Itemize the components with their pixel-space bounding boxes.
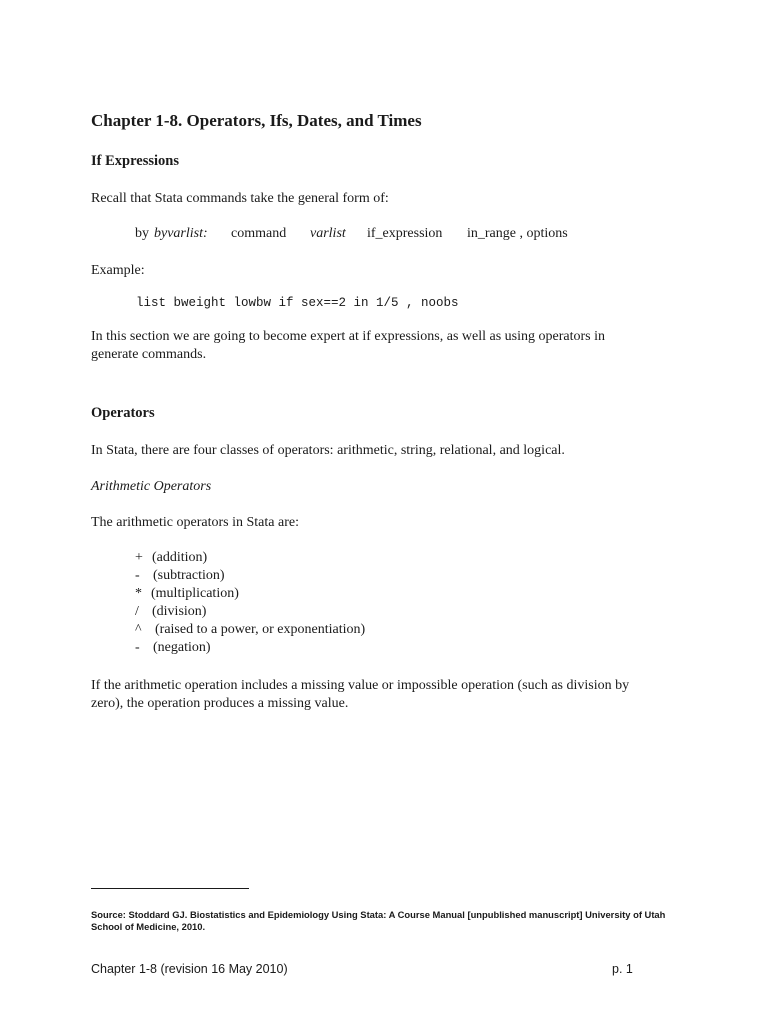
source-footnote-line-2: School of Medicine, 2010.	[91, 921, 206, 932]
list-item	[135, 639, 535, 657]
chapter-title: Chapter 1-8. Operators, Ifs, Dates, and Times	[91, 111, 422, 130]
syntax-byvarlist: byvarlist:	[154, 226, 208, 241]
list-item	[135, 585, 535, 603]
list-item	[135, 549, 535, 567]
operator-symbol: ^	[135, 622, 142, 637]
operator-symbol: /	[135, 604, 139, 619]
syntax-command: command	[231, 226, 287, 241]
arithmetic-operators-subheading: Arithmetic Operators	[91, 479, 212, 494]
footer-chapter-revision: Chapter 1-8 (revision 16 May 2010)	[91, 962, 288, 976]
operator-classes-text: In Stata, there are four classes of operators: arithmetic, string, relational, and logical.	[91, 443, 565, 458]
operator-description: (division)	[152, 604, 207, 619]
list-item	[135, 621, 535, 639]
missing-value-line-1: If the arithmetic operation includes a missing value or impossible operation (such as division by	[91, 678, 630, 693]
footer-page-number: p. 1	[612, 962, 633, 976]
operator-symbol: -	[135, 568, 140, 583]
syntax-varlist: varlist	[310, 226, 346, 241]
operators-heading: Operators	[91, 405, 155, 421]
operator-description: (negation)	[153, 640, 211, 655]
operator-symbol: *	[135, 586, 142, 601]
operator-symbol: -	[135, 640, 140, 655]
operator-description: (raised to a power, or exponentiation)	[155, 622, 366, 637]
list-item	[135, 603, 535, 621]
source-footnote-line-1: Source: Stoddard GJ. Biostatistics and Epidemiology Using Stata: A Course Manual [unpublished manuscript] University of Utah	[91, 909, 666, 920]
operator-description: (multiplication)	[151, 586, 239, 601]
example-label: Example:	[91, 263, 145, 278]
footnote-divider	[91, 888, 249, 889]
list-item	[135, 567, 535, 585]
example-code: list bweight lowbw if sex==2 in 1/5 , noobs	[136, 296, 459, 310]
section-intro-line-1: In this section we are going to become expert at if expressions, as well as using operators in	[91, 329, 605, 344]
arithmetic-operators-intro: The arithmetic operators in Stata are:	[91, 515, 299, 530]
source-footnote	[91, 909, 671, 933]
general-form-intro: Recall that Stata commands take the general form of:	[91, 191, 389, 206]
syntax-in-range-options: in_range , options	[467, 226, 568, 241]
syntax-by: by	[135, 226, 149, 241]
syntax-if-expression: if_expression	[367, 226, 443, 241]
section-intro-line-2: generate commands.	[91, 347, 207, 362]
arithmetic-operator-list	[135, 549, 535, 657]
operator-description: (subtraction)	[153, 568, 225, 583]
operator-symbol: +	[135, 550, 143, 565]
missing-value-line-2: zero), the operation produces a missing value.	[91, 696, 349, 711]
operator-description: (addition)	[152, 550, 208, 565]
if-expressions-heading: If Expressions	[91, 153, 179, 169]
